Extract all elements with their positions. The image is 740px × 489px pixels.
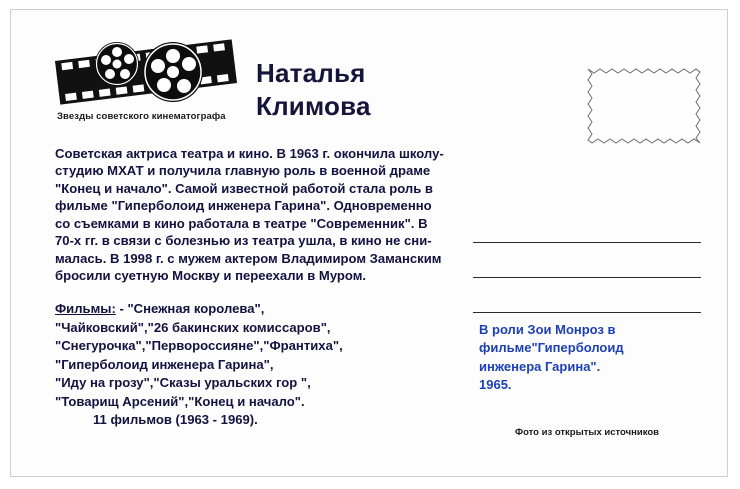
films-line: "Снегурочка","Первороссияне","Франтиха", (55, 338, 343, 354)
address-line-2 (473, 277, 701, 278)
bio-line: со съемками в кино работала в театре "Современник". В (55, 215, 428, 231)
bio-line: малась. В 1998 г. с мужем актером Владимиром Заманским (55, 250, 442, 266)
bio-line: 70-х гг. в связи с болезнью из театра ушла, в кино не сни- (55, 233, 432, 249)
title-last-name: Климова (256, 91, 371, 122)
role-note-line: В роли Зои Монроз в (479, 322, 616, 337)
address-line-3 (473, 312, 701, 313)
stamp-box (586, 67, 702, 145)
bio-line: фильме "Гиперболоид инженера Гарина". Одновременно (55, 198, 432, 214)
bio-line: "Конец и начало". Самой известной работой стала роль в (55, 180, 433, 196)
films-first-line (55, 300, 475, 319)
role-note-line: 1965. (479, 377, 512, 393)
role-note-line: фильме"Гиперболоид (479, 340, 624, 356)
films-total: 11 фильмов (1963 - 1969). (93, 412, 258, 428)
biography-text (55, 145, 475, 285)
bio-line: студию МХАТ и получила главную роль в военной драме (55, 163, 431, 179)
films-line: "Товарищ Арсений","Конец и начало". (55, 393, 305, 409)
films-line: "Гиперболоид инженера Гарина", (55, 356, 274, 372)
film-strip-icon (51, 36, 241, 108)
films-line: "Иду на грозу","Сказы уральских гор ", (55, 375, 311, 391)
films-line: "Чайковский","26 бакинских комиссаров", (55, 319, 331, 335)
title-first-name: Наталья (256, 58, 366, 88)
bio-line: бросили суетную Москву и переехали в Муром. (55, 268, 367, 284)
source-note: Фото из открытых источников (514, 427, 659, 438)
series-caption: Звезды советского кинематографа (57, 111, 226, 122)
bio-line: Советская актриса театра и кино. В 1963 г. окончила школу- (55, 146, 444, 161)
page-title (256, 57, 371, 124)
role-note (479, 321, 699, 395)
films-line: - "Снежная королева", (115, 301, 265, 316)
postcard (10, 9, 728, 477)
address-line-1 (473, 242, 701, 243)
filmography-list (55, 300, 475, 430)
role-note-line: инженера Гарина". (479, 358, 601, 374)
films-heading: Фильмы: (55, 301, 116, 316)
